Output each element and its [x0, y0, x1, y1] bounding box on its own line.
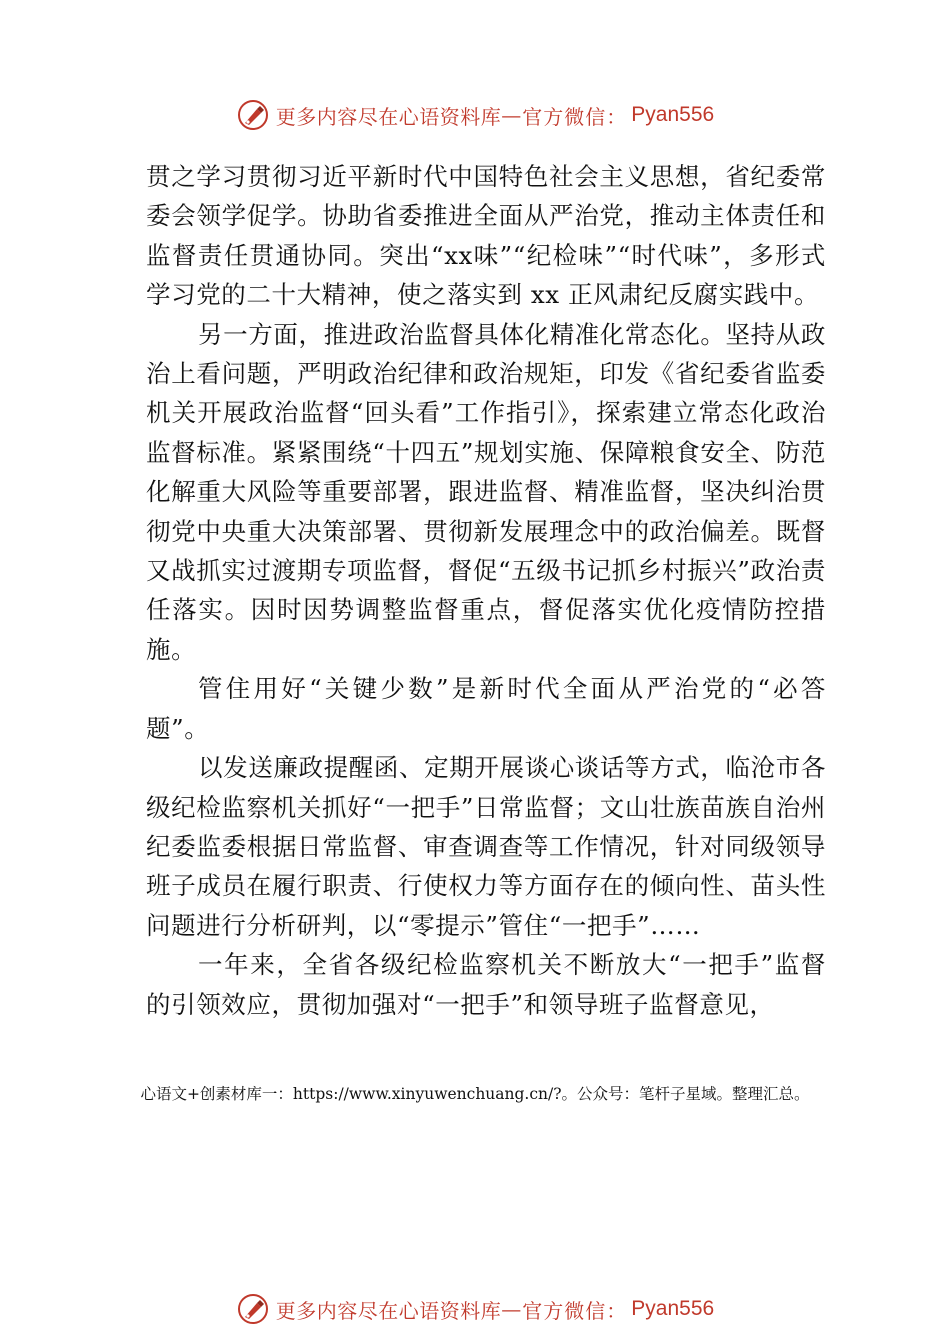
header-banner — [0, 95, 950, 135]
banner-wechat-label: 官方微信： — [522, 104, 628, 129]
footer-banner — [0, 1289, 950, 1329]
paragraph-1: 贯之学习贯彻习近平新时代中国特色社会主义思想，省纪委常委会领学促学。协助省委推进全面从严治党，推动主体责任和监督责任贯通协同。突出“xx味”“纪检味”“时代味”，多形式学习党的二十大精神，使之落实到 xx 正风肃纪反腐实践中。 — [146, 162, 826, 310]
banner-wechat-id: Pyan556 — [631, 103, 715, 126]
banner-wechat-label: 官方微信： — [522, 1298, 628, 1323]
banner-wechat-id: Pyan556 — [631, 1297, 715, 1320]
banner-title: 更多内容尽在心语资料库 — [275, 104, 502, 129]
banner-title: 更多内容尽在心语资料库 — [275, 1298, 502, 1323]
banner-separator: — — [501, 1297, 523, 1321]
pen-nib-logo-icon — [236, 98, 270, 132]
paragraph-5: 一年来，全省各级纪检监察机关不断放大“一把手”监督的引领效应，贯彻加强对“一把手”和领导班子监督意见， — [146, 950, 826, 1019]
paragraph-3: 管住用好“关键少数”是新时代全面从严治党的“必答题”。 — [146, 674, 826, 743]
paragraph-4: 以发送廉政提醒函、定期开展谈心谈话等方式，临沧市各级纪检监察机关抓好“一把手”日常监督；文山壮族苗族自治州纪委监委根据日常监督、审查调查等工作情况，针对同级领导班子成员在履行职责、行使权力等方面存在的倾向性、苗头性问题进行分析研判，以“零提示”管住“一把手”…… — [146, 753, 826, 940]
header-banner-content — [236, 98, 714, 132]
paragraph-2: 另一方面，推进政治监督具体化精准化常态化。坚持从政治上看问题，严明政治纪律和政治规矩，印发《省纪委省监委机关开展政治监督“回头看”工作指引》，探索建立常态化政治监督标准。紧紧围绕“十四五”规划实施、保障粮食安全、防范化解重大风险等重要部署，跟进监督、精准监督，坚决纠治贯彻党中央重大决策部署、贯彻新发展理念中的政治偏差。既督又战抓实过渡期专项监督，督促“五级书记抓乡村振兴”政治责任落实。因时因势调整监督重点，督促落实优化疫情防控措施。 — [146, 319, 826, 664]
pen-nib-logo-icon — [236, 1292, 270, 1326]
source-footer-note: 心语文+创素材库一：https://www.xinyuwenchuang.cn/?。公众号：笔杆子星域。整理汇总。 — [140, 1085, 810, 1103]
document-body — [146, 157, 826, 1024]
footer-banner-content — [236, 1292, 714, 1326]
banner-separator: — — [501, 103, 523, 127]
